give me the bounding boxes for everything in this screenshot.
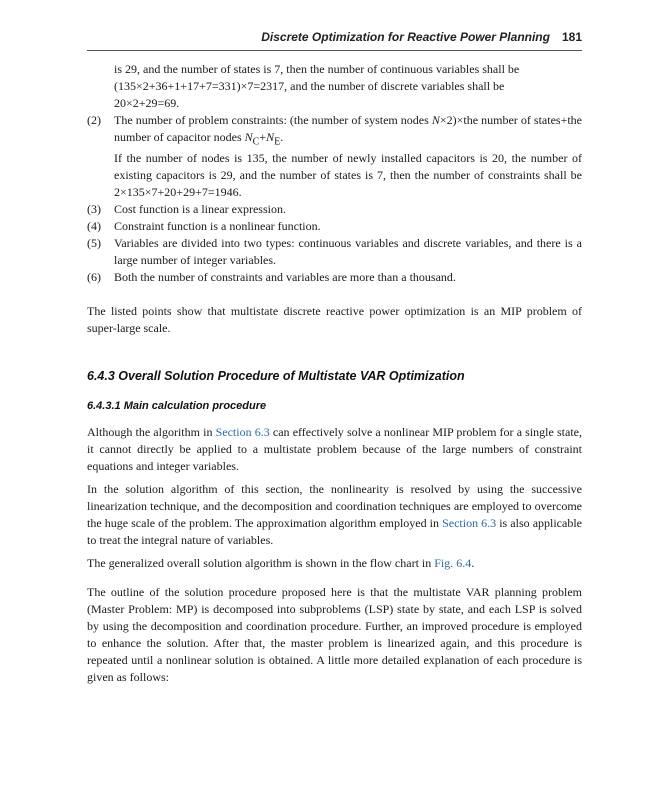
list-item-text: Variables are divided into two types: continuous variables and discrete variables, and there is a large number of integer variables.: [114, 236, 582, 268]
section-link[interactable]: Section 6.3: [442, 516, 497, 530]
list-number: (2): [87, 113, 101, 127]
list-item: [87, 201, 582, 218]
paragraph: In the solution algorithm of this section, the nonlinearity is resolved by using the successive linearization technique, and the decomposition and coordination techniques are employed to overcome the huge scale of the problem. The approximation algorithm employed in Section 6.3 is also applicable to treat the integral nature of variables.: [87, 482, 582, 547]
continuation-line: (135×2+36+1+17+7=331)×7=2317, and the number of discrete variables shall be: [114, 79, 505, 93]
list-item: [87, 218, 582, 235]
paragraph: Although the algorithm in Section 6.3 can effectively solve a nonlinear MIP problem for a single state, it cannot directly be applied to a multistate problem because of the large numbers of constraint equations and integer variables.: [87, 425, 582, 473]
page-number: 181: [561, 30, 582, 44]
subsection-heading: 6.4.3.1 Main calculation procedure: [87, 400, 267, 412]
numbered-list: [87, 61, 582, 286]
list-item: [87, 269, 582, 286]
list-item: [87, 112, 582, 201]
list-number: (4): [87, 219, 101, 234]
list-item: [87, 235, 582, 269]
list-number: (6): [87, 270, 101, 285]
paragraph: The outline of the solution procedure proposed here is that the multistate VAR planning problem (Master Problem: MP) is decomposed into subproblems (LSP) state by state, and each LSP is solved by using the decomposition and coordination procedure. Further, an improved procedure is employed to enhance the solution. After that, the master problem is linearized again, and this procedure is repeated until a nonlinear solution is obtained. A little more detailed explanation of each procedure is given as follows:: [87, 585, 582, 684]
section-link[interactable]: Section 6.3: [215, 425, 270, 439]
header-rule: [87, 50, 582, 51]
list-number: (3): [87, 202, 101, 217]
running-head: [87, 30, 582, 50]
section-heading: 6.4.3 Overall Solution Procedure of Multistate VAR Optimization: [87, 369, 465, 383]
list-item-text: Both the number of constraints and variables are more than a thousand.: [114, 270, 456, 285]
list-item-text: If the number of nodes is 135, the number of newly installed capacitors is 20, the number of existing capacitors is 29, and the number of states is 7, then the number of constraints shall be 2×135×7+20+29+7=1946.: [114, 151, 582, 200]
paragraph: The generalized overall solution algorithm is shown in the flow chart in Fig. 6.4.: [87, 556, 475, 570]
list-item-text: Cost function is a linear expression.: [114, 202, 286, 217]
running-title: Discrete Optimization for Reactive Power Planning: [261, 30, 550, 44]
list-item-continuation: [87, 61, 582, 112]
continuation-line: is 29, and the number of states is 7, then the number of continuous variables shall be: [114, 62, 520, 76]
list-item-text: Constraint function is a nonlinear function.: [114, 219, 321, 234]
list-item-text: The number of problem constraints: (the number of system nodes N×2)×the number of states+the number of capacitor nodes $N_C+N_E$.: [114, 113, 583, 148]
list-number: (5): [87, 236, 101, 251]
continuation-line: 20×2+29=69.: [114, 96, 180, 110]
summary-paragraph: The listed points show that multistate discrete reactive power optimization is an MIP problem of super-large scale.: [87, 304, 582, 335]
figure-link[interactable]: Fig. 6.4: [434, 556, 472, 570]
